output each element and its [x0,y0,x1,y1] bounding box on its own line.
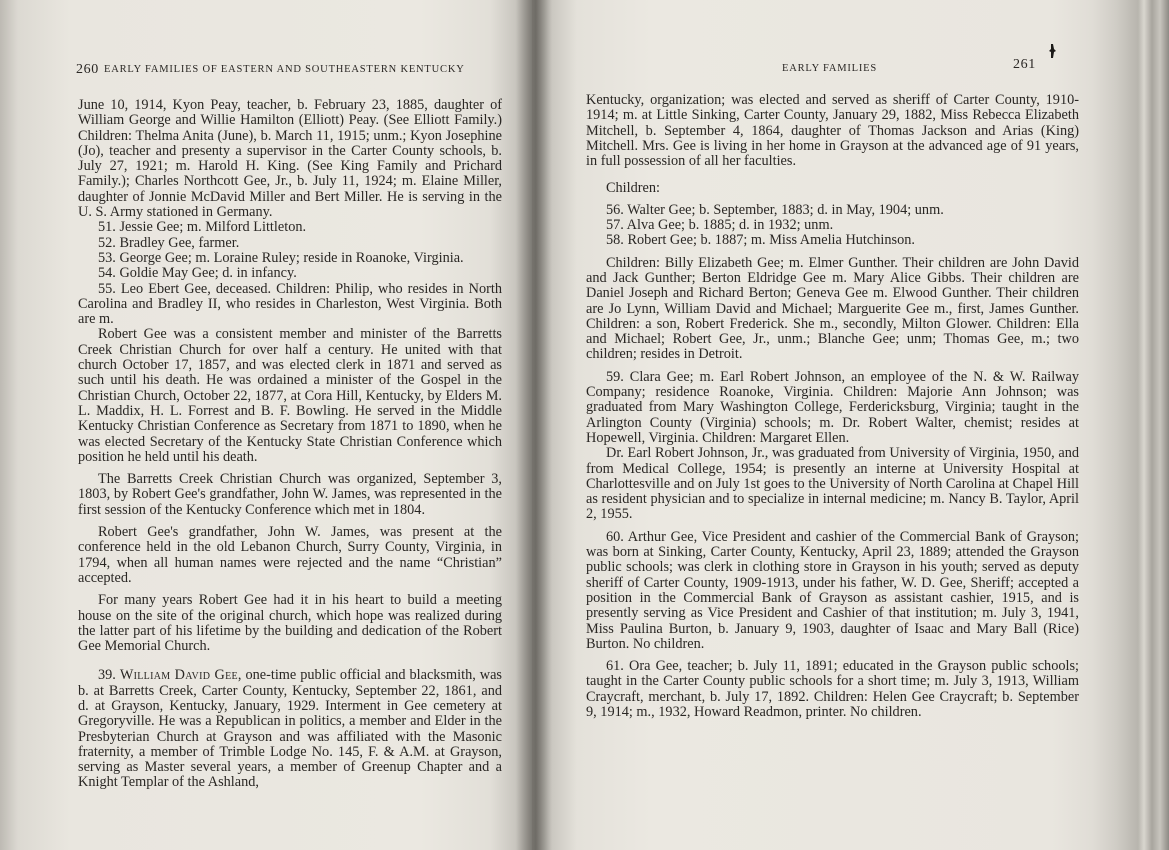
right-page [532,0,1169,850]
paragraph: The Barretts Creek Christian Church was organized, September 3, 1803, by Robert Gee's grandfather, John W. James, was represented in the first session of the Kentucky Conference which met in 1804. [78,471,502,518]
paragraph: 53. George Gee; m. Loraine Ruley; reside in Roanoke, Virginia. [98,249,464,266]
entry-39-paragraph [78,668,502,790]
paragraph: 61. Ora Gee, teacher; b. July 11, 1891; educated in the Grayson public schools; taught in the Carter County public schools for a short time; m. July 3, 1913, William Craycraft, merchant, b. July 17, 1892. Children: Helen Gee Craycraft; b. September 9, 1914; m., 1932, Howard Readmon, printer. No children. [586,658,1079,720]
paragraph: 51. Jessie Gee; m. Milford Littleton. [98,219,307,236]
children-label: Children: [606,180,661,197]
book-gutter-shadow [516,0,552,850]
paragraph: Dr. Earl Robert Johnson, Jr., was graduated from University of Virginia, 1950, and from Medical College, 1954; is presently an interne at University Hospital at Charlottesville and on July 1st goes to the University of North Carolina at Chapel Hill as resident physician and to specialize in internal medicine; m. Nancy B. Taylor, April 2, 1955. [586,445,1079,523]
paragraph: 58. Robert Gee; b. 1887; m. Miss Amelia Hutchinson. [606,232,915,249]
running-head: EARLY FAMILIES [782,63,878,74]
page-number: 261 [1013,57,1036,72]
paragraph: 55. Leo Ebert Gee, deceased. Children: Philip, who resides in North Carolina and Bradley II, who resides in Charleston, West Virginia. Both are m. [78,280,502,328]
paragraph: Children: Billy Elizabeth Gee; m. Elmer Gunther. Their children are John David and Jack Gunther; Berton Eldridge Gee m. Mary Alice Gibbs. Their children are Daniel Joseph and Richard Berton; Geneva Gee m. Elwood Gunther. Their children are Jo Lynn, William David and Michael; Marguerite Gee m., first, James Gunther. Children: a son, Robert Frederick. She m., secondly, Milton Glower. Children: Ella and Michael; Robert Gee, Jr., unm.; Blanche Gee; unm; Thomas Gee, m.; two children; resides in Detroit. [586,254,1079,363]
paragraph: June 10, 1914, Kyon Peay, teacher, b. February 23, 1885, daughter of William George and Willie Hamilton (Elliott) Peay. (See Elliott Family.) Children: Thelma Anita (June), b. March 11, 1915; unm.; Kyon Josephine (Jo), teacher and presenty a supervisor in the Carter County schools, b. July 27, 1921; m. Harold H. King. (See King Family and Prichard Family.); Charles Northcott Gee, Jr., b. July 11, 1924; m. Elaine Miller, daughter of Jonnie McDavid Miller and Bert Miller. He is serving in the U. S. Army stationed in Germany. [78,97,502,221]
left-page-header [78,62,502,84]
entry-text: , one-time public official and blacksmith, was b. at Barretts Creek, Carter County, Kentucky, September 22, 1861, and d. at Grayson, Kentucky, January, 1929. Interment in Gee cemetery at Gregoryville. He was a Republican in politics, a member and Elder in the Presbyterian Church at Grayson and was affiliated with the Masonic fraternity, a member of Trimble Lodge No. 145, F. & A.M. at Grayson, serving as Master several years, a member of Greenup Chapter and a Knight Templar of the Ashland, [78,667,503,791]
entry-name: William David Gee [119,667,238,684]
right-page-text [586,93,1079,720]
paragraph: 56. Walter Gee; b. September, 1883; d. in May, 1904; unm. [606,201,944,218]
paragraph: Robert Gee's grandfather, John W. James, was present at the conference held in the old Lebanon Church, Surry County, Virginia, in 1794, when all human names were rejected and the name “Christian” accepted. [78,524,502,586]
entry-number: 39. [98,667,116,684]
ink-mark-icon [1048,44,1056,58]
paragraph: For many years Robert Gee had it in his heart to build a meeting house on the site of the original church, which hope was realized during the latter part of his lifetime by the building and dedication of the Robert Gee Memorial Church. [78,592,502,655]
running-head: EARLY FAMILIES OF EASTERN AND SOUTHEASTERN KENTUCKY [104,64,465,75]
paragraph: 57. Alva Gee; b. 1885; d. in 1932; unm. [606,217,834,234]
left-page-text [78,98,502,791]
page-number: 260 [76,62,99,77]
paragraph: 52. Bradley Gee, farmer. [98,234,240,251]
paragraph: 60. Arthur Gee, Vice President and cashier of the Commercial Bank of Grayson; was born at Sinking, Carter County, Kentucky, April 23, 1889; attended the Grayson public schools; was clerk in clothing store in Grayson in his youth; served as deputy sheriff of Carter County, 1909-1913, under his father, W. D. Gee, Sheriff; accepted a position in the Commercial Bank of Grayson as assistant cashier, 1915, and is presently serving as Vice President and Cashier of that institution; m. July 3, 1941, Miss Paulina Burton, b. January 9, 1903, daughter of Isaac and Mary Ball (Rice) Burton. No children. [586,528,1079,652]
paragraph: 54. Goldie May Gee; d. in infancy. [98,265,297,282]
paragraph: Robert Gee was a consistent member and minister of the Barretts Creek Christian Church for over half a century. He united with that church October 17, 1857, and was elected clerk in 1871 and served as such until his death. He was ordained a minister of the Gospel in the Christian Church, October 22, 1877, at Cora Hill, Kentucky, by Elders M. L. Maddix, H. L. Forrest and B. F. Bowling. He served in the Middle Kentucky Christian Conference as Secretary from 1871 to 1890, when he was elected Secretary of the Kentucky State Christian Conference which position he held until his death. [78,326,502,465]
left-page [0,0,532,850]
right-page-header [586,57,1079,79]
paragraph: Kentucky, organization; was elected and served as sheriff of Carter County, 1910-1914; m. at Little Sinking, Carter County, January 29, 1882, Miss Rebecca Elizabeth Mitchell, b. September 4, 1864, daughter of Thomas Jackson and Arias (King) Mitchell. Mrs. Gee is living in her home in Grayson at the advanced age of 91 years, in full possession of all her faculties. [586,92,1079,170]
paragraph: 59. Clara Gee; m. Earl Robert Johnson, an employee of the N. & W. Railway Company; residence Roanoke, Virginia. Children: Majorie Ann Johnson; was graduated from Mary Washington College, Ferdericksburg, Virginia; taught in the Arlington County (Virginia) schools; m. Dr. Robert Walter, chemist; resides at Hopewell, Virginia. Children: Margaret Ellen. [586,368,1079,446]
